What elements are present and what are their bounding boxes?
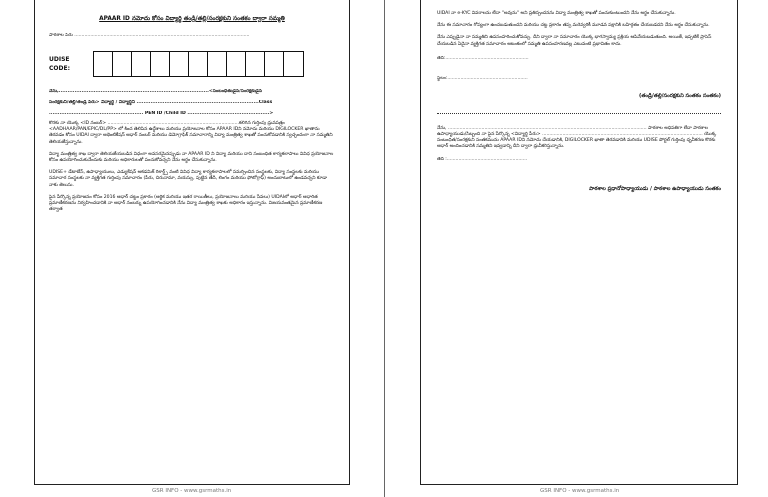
guardian-signature-label: (తండ్రి/తల్లి/సంరక్షకుని సంతకం సంతకం) [639, 92, 721, 99]
consent-paragraph-7: నేను ఎప్పుడైనా నా సమ్మతిని ఉపసంహరించుకోవచ్చు. దీని ద్వారా నా సమాచారం యొక్క భాగస్వామ్య ప్రక్రియ ఆపివేయబడుతుంది. అయితే, ఇప్పటికే ప్రాసెస్ చేయబడిన ఏదైనా వ్యక్తిగత సమాచారం ఆటంకంలో సమ్మతి ఉపసంహరణవల్ల ఎటువంటి ప్రభావితం కాదు. [437, 35, 712, 47]
udise-label: UDISE CODE: [49, 56, 70, 72]
consent-paragraph-1: కొరకు నా యొక్క <ID నంబర్> ..........................................................................................కలిగిన గుర్తింపు ధ్రువపత్రం <AADHAAR/PAN/EPIC/DL/PP> లో కింద తెలిపిన ఉద్దేశాలు మరియు ప్రయోజనాల కోసం APAAR IDని నమోదు మరియు DIGILOCKER ఖాతాను తెరవడం కోసం UIDAI ద్వారా ఆథెంటికేషన్ ఆధార్ నంబర్ మరియు డెమోగ్రాఫిక్ సమాచారాన్ని విద్యా మంత్రిత్వ శాఖతో పంచుకోవడానికి స్వచ్ఛందంగా నా సమ్మతిని తెలియజేస్తున్నాను. [49, 121, 333, 145]
udise-digit-box[interactable] [113, 52, 132, 76]
udise-digit-box[interactable] [94, 52, 113, 76]
udise-digit-box[interactable] [246, 52, 265, 76]
headmaster-signature-label: పాఠశాల ప్రధానోపాధ్యాయుడు / పాఠశాల ఉపాధ్యాయుడు సంతకం [589, 185, 721, 192]
left-page [34, 0, 350, 485]
place-line-1: స్థలం:....................................................... [437, 75, 528, 81]
page-divider [384, 0, 385, 497]
student-class-line: సంరక్షకుని/తల్లి/తండ్రి పేరు> విద్యార్థి / విద్యార్థిని ......................................................................Class [49, 100, 273, 105]
udise-digit-box[interactable] [227, 52, 246, 76]
pen-id-line: ...................................................... PEN ID /Child ID ...............................................> [49, 111, 274, 116]
udise-digit-box[interactable] [151, 52, 170, 76]
footer-right: GSR INFO - www.gsrmaths.in [540, 488, 620, 494]
consent-paragraph-6: నేను ఈ సమాచారం గోప్యంగా ఉంచబడుతుందని మరియు చట్ట ప్రకారం తప్ప మరెవ్వరికీ మూడవ పక్షానికి బహిర్గతం చేయబడదని నేను అర్థం చేసుకున్నాను. [437, 23, 710, 29]
consent-paragraph-3: UDISE+ డేటాబేస్, ఉపాధ్యాయులు, ఎడ్యుకేషన్ అకడమిక్ రికార్డ్స్ వంటి వివిధ విద్యా కార్యకలాపాలలో సమర్పించిన సంస్థలకు, విద్యా సంస్థలకు మరియు సమాచార సంస్థలకు నా వ్యక్తిగత గుర్తింపు సమాచారం (పేరు, చిరునామా, వయస్సు, పుట్టిన తేదీ, లింగం మరియు ఫోటోగ్రాఫ్) అందుబాటులో ఉండవచ్చని కూడా నాకు తెలుసు. [49, 170, 328, 188]
date-line-2: తేదీ :....................................................... [437, 156, 528, 162]
consent-paragraph-4: పైన పేర్కొన్న ప్రయోజనం కోసం 2016 ఆధార్ చట్టం ప్రకారం (ఆర్థిక మరియు ఇతర రాయితీలు, ప్రయోజనాలు మరియు సేవలు) UIDAIలో ఆధార్ ఆధారిత ప్రమాణీకరణను నిర్వహించడానికి నా ఆధార్ నంబర్ను ఉపయోగించడానికి నేను విద్యా మంత్రిత్వ శాఖకు అధికారం ఇస్తున్నాను. విజయవంతమైన ప్రమాణీకరణ తర్వాత [49, 194, 323, 213]
consent-paragraph-2: విద్యా మంత్రిత్వ శాఖ ద్వారా తెలియజేయబడిన విధంగా అవసరమైనప్పుడు నా APAAR ID ని విద్యా మరియు దాని సంబంధిత కార్యకలాపాలు వివిధ ప్రయోజనాల కోసం ఉపయోగించుకునేందుకు మరియు అధికారులతో పంచుకోవచ్చని నేను అర్థం చేసుకున్నాను. [49, 151, 334, 164]
udise-digit-box[interactable] [208, 52, 227, 76]
udise-digit-box[interactable] [132, 52, 151, 76]
udise-digit-box[interactable] [265, 52, 284, 76]
consent-paragraph-5: UIDAI నా e-KYC వివరాలను లేదా "అవును" అని ప్రతిస్పందనను విద్యా మంత్రిత్వ శాఖతో పంచుకుంటుందని నేను అర్థం చేసుకున్నాను. [437, 11, 676, 16]
right-page [420, 0, 738, 485]
date-line-1: తేదీ:......................................................... [437, 55, 529, 61]
headmaster-declaration: నేను, ........................................................................................................................................ పాఠశాల అధిపతిగా లేదా పాఠశాల ఉపాధ్యాయుడు/సిబ్బంది నా పైన పేర్కొన్న <విద్యార్థి పేరు> .............................................................................................................. యొక్క సంబంధిత/సంరక్షకుని సంతకమును APAAR IDని నమోదు చేయడానికి, DIGILOCKER ఖాతా తెరవడానికి మరియు UDISE పోర్టల్ గుర్తింపు ధృవీకరణ కొరకు ఆధార్ అందించడానికి సమ్మతిని ఇవ్వడాన్ని దీని ద్వారా ధ్రువీకరిస్తున్నాను. [437, 125, 717, 150]
separator-dotted-line [437, 112, 721, 114]
guardian-name-line: నేను,......................................................................................<సంబంధితుడైన/సంరక్షకుడైన [49, 89, 263, 94]
footer-left: GSR INFO - www.gsrmaths.in [152, 488, 232, 494]
form-title: APAAR ID నమోదు కోసం విద్యార్థి తండ్రి/తల్లి/సంరక్షకుని సంతకం ద్వారా సమ్మతి [99, 16, 285, 22]
udise-digit-box[interactable] [189, 52, 208, 76]
school-name-line: పాఠశాల పేరు ........................................................................................................................ [49, 33, 250, 38]
udise-digit-box[interactable] [284, 52, 303, 76]
udise-digit-box[interactable] [170, 52, 189, 76]
udise-boxes [93, 51, 304, 77]
udise-code-block [49, 51, 335, 77]
